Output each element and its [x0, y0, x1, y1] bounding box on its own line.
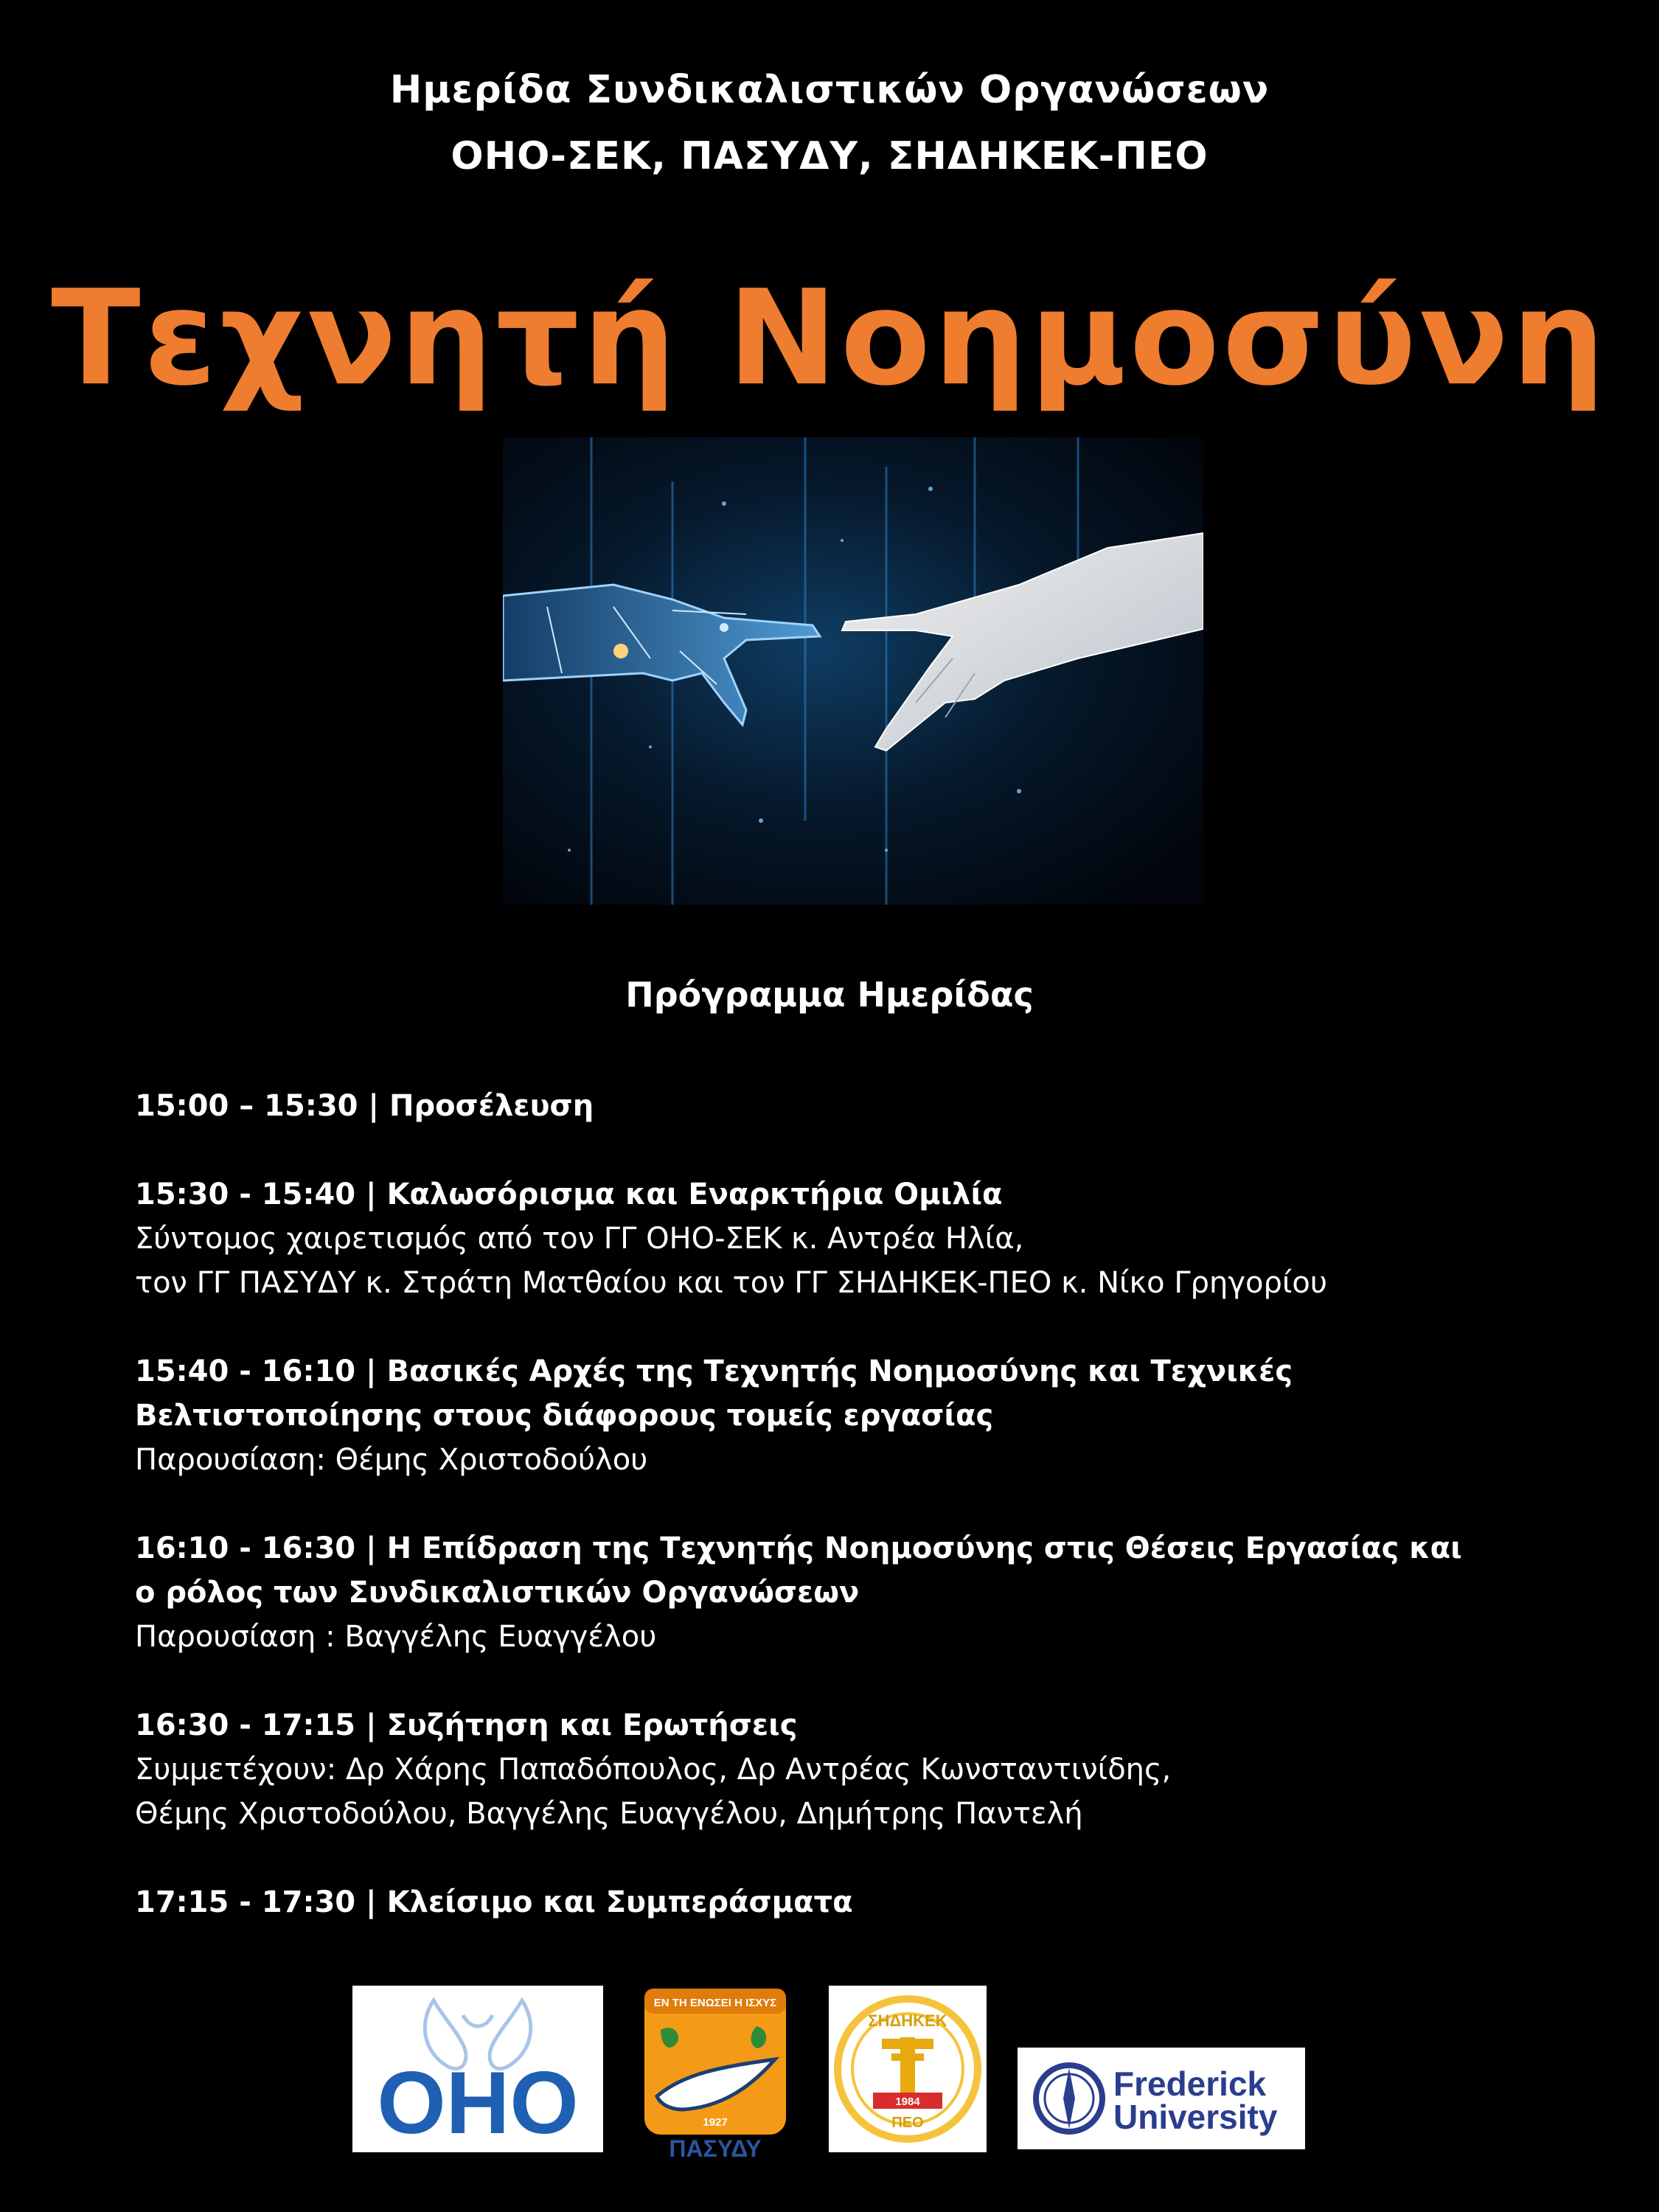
oho-logo-text: ΟΗΟ	[377, 2053, 579, 2152]
main-title: Τεχνητή Νοημοσύνη	[51, 262, 1608, 414]
slot-heading-cont: Βελτιστοποίησης στους διάφορους τομείς εργασίας	[135, 1399, 994, 1433]
slot-detail: Παρουσίαση: Θέμης Χριστοδούλου	[135, 1443, 648, 1477]
schedule-slot	[135, 1084, 1536, 1128]
slot-detail: Παρουσίαση : Βαγγέλης Ευαγγέλου	[135, 1620, 657, 1654]
slot-heading: 15:40 - 16:10 | Βασικές Αρχές της Τεχνητής Νοημοσύνης και Τεχνικές	[135, 1354, 1293, 1388]
slot-heading: 15:30 - 15:40 | Καλωσόρισμα και Εναρκτήρια Ομιλία	[135, 1178, 1003, 1211]
organizers-line: ΟΗΟ-ΣΕΚ, ΠΑΣΥΔΥ, ΣΗΔΗΚΕΚ-ΠΕΟ	[451, 134, 1208, 178]
pasydy-logo-text: ΠΑΣΥΔΥ	[669, 2135, 762, 2160]
slot-heading-cont: ο ρόλος των Συνδικαλιστικών Οργανώσεων	[135, 1576, 860, 1610]
frederick-line2: University	[1113, 2098, 1278, 2136]
sidikek-top-text: ΣΗΔΗΚΕΚ	[868, 2011, 947, 2030]
slot-detail: τον ΓΓ ΠΑΣΥΔΥ κ. Στράτη Ματθαίου και τον ΓΓ ΣΗΔΗΚΕΚ-ΠΕΟ κ. Νίκο Γρηγορίου	[135, 1266, 1328, 1300]
slot-heading: 16:30 - 17:15 | Συζήτηση και Ερωτήσεις	[135, 1708, 798, 1742]
sidikek-year: 1984	[895, 2096, 920, 2108]
frederick-line1: Frederick	[1113, 2065, 1267, 2103]
hero-image-robot-human-hands	[503, 437, 1203, 905]
sidikek-bottom-text: ΠΕΟ	[891, 2115, 924, 2131]
oho-logo	[352, 1986, 603, 2152]
pasydy-year: 1927	[703, 2116, 728, 2129]
slot-heading: 16:10 - 16:30 | Η Επίδραση της Τεχνητής Νοημοσύνης στις Θέσεις Εργασίας και	[135, 1531, 1462, 1565]
schedule	[135, 1084, 1536, 1969]
event-subtitle: Ημερίδα Συνδικαλιστικών Οργανώσεων	[389, 68, 1270, 112]
sidikek-peo-logo	[829, 1986, 987, 2152]
pasydy-motto: ΕΝ ΤΗ ΕΝΩΣΕΙ Η ΙΣΧΥΣ	[653, 1997, 777, 2009]
slot-detail: Συμμετέχουν: Δρ Χάρης Παπαδόπουλος, Δρ Αντρέας Κωνσταντινίδης,	[135, 1753, 1172, 1787]
schedule-slot	[135, 1172, 1536, 1305]
slot-detail: Σύντομος χαιρετισμός από τον ΓΓ ΟΗΟ-ΣΕΚ κ. Αντρέα Ηλία,	[135, 1222, 1024, 1256]
slot-detail: Θέμης Χριστοδούλου, Βαγγέλης Ευαγγέλου, Δημήτρης Παντελή	[135, 1797, 1083, 1831]
pasydy-logo	[639, 1986, 792, 2160]
schedule-slot	[135, 1526, 1536, 1659]
slot-heading: 17:15 - 17:30 | Κλείσιμο και Συμπεράσματα	[135, 1885, 853, 1919]
frederick-university-logo	[1018, 2048, 1305, 2149]
schedule-slot	[135, 1703, 1536, 1836]
slot-heading: 15:00 – 15:30 | Προσέλευση	[135, 1089, 594, 1123]
program-title: Πρόγραμμα Ημερίδας	[625, 975, 1034, 1015]
schedule-slot	[135, 1880, 1536, 1924]
schedule-slot	[135, 1349, 1536, 1482]
